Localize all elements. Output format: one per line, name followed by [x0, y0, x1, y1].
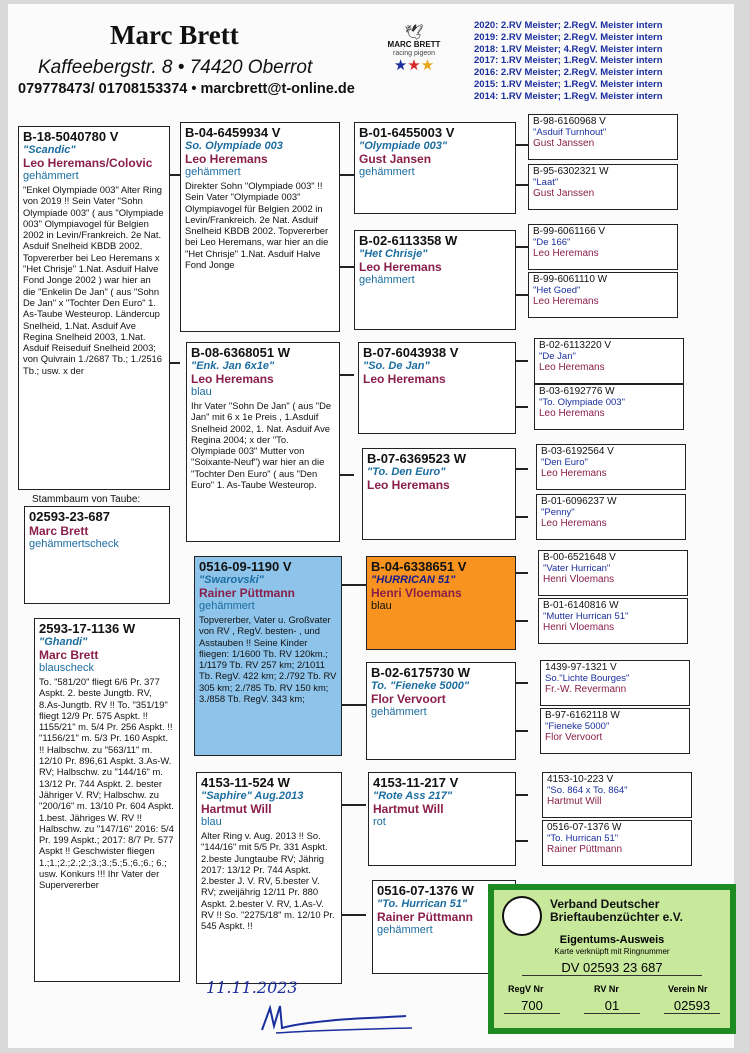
signature-icon: [256, 1000, 416, 1036]
pigeon-name: "Vater Hurrican": [543, 563, 611, 574]
feather-color: gehämmert: [377, 924, 433, 936]
ring-number: B-18-5040780 V: [23, 129, 119, 144]
breeder: Hartmut Will: [373, 802, 444, 816]
performance-notes: "Enkel Olympiade 003" Alter Ring von 2019 !! Sein Vater "Sohn Olympiade 003" ( aus "Olympiade 003" Olympiavogel für Belgien 2002 in Levin/Frankreich. 2e Nat. Asduif Snelheid KBDB 2002. Topvererber bei Leo Heremans x "Het Chrisje" 1.Nat. Asduif Halve Fond Jonge 2002 ) war hier an die "Enkelin De Jan" ( aus "Sohn De Jan" x "Tochter Den Euro" 1. As-Taube Westeurop. Ländercup Snelheid, 1.Nat. Asduif Ave Regina Snelheid 2003, 1.Nat. Asduif Reiseduif Snelheid 2003; von Quivrain 1./2687 Tb.; 1./2516 Tb.; usw. x der: [23, 184, 164, 376]
pigeon-name: So. Olympiade 003: [185, 140, 283, 152]
ring-number: B-03-6192564 V: [541, 446, 614, 457]
ring-number: B-04-6459934 V: [185, 125, 281, 140]
breeder: Leo Heremans: [185, 152, 268, 166]
rv-value: 01: [584, 998, 640, 1014]
title-line: 2014: 1.RV Meister; 1.RegV. Meister intern: [474, 90, 663, 102]
gen4-card[interactable]: [528, 224, 678, 270]
breeder: Leo Heremans: [359, 260, 442, 274]
breeder: Gust Jansen: [359, 152, 432, 166]
breeder: Henri Vloemans: [371, 586, 462, 600]
connector-line: [170, 174, 180, 176]
breeder: Gust Janssen: [533, 138, 595, 149]
connector-line: [342, 584, 366, 586]
feather-color: blauscheck: [39, 662, 95, 674]
ring-number: B-07-6043938 V: [363, 345, 459, 360]
star-icons: ★★★: [393, 57, 435, 74]
grandsire-paternal-card[interactable]: [180, 122, 340, 332]
pigeon-name: "Swarovski": [199, 574, 264, 586]
breeder: Leo Heremans: [541, 518, 607, 529]
ring-number: B-98-6160968 V: [533, 116, 606, 127]
pigeon-name: "So. De Jan": [363, 360, 430, 372]
card-title: Eigentums-Ausweis: [559, 934, 665, 946]
regv-label: RegV Nr: [508, 984, 544, 994]
ring-number: B-02-6113220 V: [539, 340, 612, 351]
performance-notes: To. "581/20" fliegt 6/6 Pr. 377 Aspkt. 2. beste Jungtb. RV, 8.As-Jungtb. RV !! To. "351/19" fliegt 12/9 Pr. 575 Aspkt. !! 1155/21" m. 5/4 Pr. 256 Aspkt. !! "1156/21" m. 5/3 Pr. 160 Aspkt. !! Halbschw. zu "563/11" m. 12/10 Pr. 896,61 Aspkt. 3.As-W. RV; Halbschw. zu "144/16" m. 13/12 Pr. 744 Aspkt. 2. bester Jähriger V. RV; Halbschw. zu "200/16" m. 13/10 Pr. 604 Aspkt. 1.best. Jähriges W. RV !! Halbschw. zu "147/16" 2016: 5/4 Pr. 199 Aspkt.; 2017: 8/7 Pr. 577 Aspkt !! Geschwister fliegen 1.;1.;2.;2.;2.;3.;3.;5.;5.;6.;6.; 6.; usw. Konkurs !!! Ihr Vater der Supervererber: [39, 676, 174, 891]
granddam-paternal-card[interactable]: [186, 342, 340, 542]
grandsire-maternal-card[interactable]: [194, 556, 342, 756]
feather-color: gehämmert: [371, 706, 427, 718]
connector-line: [340, 474, 354, 476]
breeder: Fr.-W. Revermann: [545, 684, 627, 695]
connector-line: [340, 374, 354, 376]
ring-number: B-99-6061166 V: [533, 226, 606, 237]
gen4-card[interactable]: [534, 384, 684, 430]
breeder: Leo Heremans: [533, 296, 599, 307]
ring-number: 1439-97-1321 V: [545, 662, 617, 673]
pigeon-name: To. "Fieneke 5000": [371, 680, 470, 692]
championship-list: [474, 20, 694, 103]
performance-notes: Direkter Sohn "Olympiade 003" !! Sein Vater "Olympiade 003" Olympiavogel für Belgien 2002 in Levin/Frankreich. 2e Nat. Asduif Snelheid KBDB 2002. Topvererber bei Leo Heremans, war hier an die "Het Chrisje" 1.Nat. Asduif Halve Fond Jonge: [185, 180, 329, 271]
connector-line: [516, 572, 528, 574]
connector-line: [516, 620, 528, 622]
ring-number: B-97-6162118 W: [545, 710, 620, 721]
gen4-card[interactable]: [536, 494, 686, 540]
ring-number: B-01-6096237 W: [541, 496, 617, 507]
gen4-card[interactable]: [538, 598, 688, 644]
ring-number: 4153-11-524 W: [201, 775, 290, 790]
loft-logo: [374, 26, 454, 74]
connector-line: [516, 682, 528, 684]
connector-line: [516, 730, 528, 732]
breeder: Leo Heremans: [363, 372, 446, 386]
ring-number: B-01-6140816 W: [543, 600, 619, 611]
feather-color: blau: [191, 386, 212, 398]
feather-color: gehämmert: [185, 166, 241, 178]
ring-number: B-03-6192776 W: [539, 386, 615, 397]
breeder: Henri Vloemans: [543, 574, 615, 585]
performance-notes: Alter Ring v. Aug. 2013 !! So. "144/16" mit 5/5 Pr. 331 Aspkt. 2.beste Jungtaube RV; Jährig 2017: 13/12 Pr. 744 Aspkt. 2.bester J. V. RV, 5.bester V. RV; zweijährig 12/11 Pr. 880 Aspkt. 2.bester V. RV, 1.As-V. RV !! So. "2275/18" m. 12/10 Pr. 545 Aspkt. !!: [201, 830, 335, 932]
breeder: Leo Heremans: [367, 478, 450, 492]
feather-color: gehämmert: [199, 600, 255, 612]
subject-card[interactable]: [24, 506, 170, 604]
pigeon-name: "Scandic": [23, 144, 76, 156]
pigeon-name: "To. Den Euro": [367, 466, 446, 478]
sire-card[interactable]: [18, 126, 170, 490]
gen4-card[interactable]: [540, 708, 690, 754]
gen4-card[interactable]: [542, 820, 692, 866]
connector-line: [516, 246, 528, 248]
connector-line: [516, 294, 528, 296]
pigeon-name: "Penny": [541, 507, 575, 518]
breeder-contact: 079778473/ 01708153374 • marcbrett@t-online.de: [18, 81, 355, 97]
pigeon-name: "Het Goed": [533, 285, 581, 296]
ring-number: B-04-6338651 V: [371, 559, 467, 574]
association-emblem-icon: [502, 896, 542, 936]
title-line: 2017: 1.RV Meister; 1.RegV. Meister intern: [474, 55, 663, 67]
breeder: Leo Heremans: [533, 248, 599, 259]
connector-line: [342, 804, 366, 806]
pigeon-name: So."Lichte Bourges": [545, 673, 630, 684]
breeder: Gust Janssen: [533, 188, 595, 199]
connector-line: [516, 516, 528, 518]
pigeon-name: "Laat": [533, 177, 559, 188]
logo-subtitle: racing pigeon: [392, 50, 436, 57]
association-name: Verband Deutscher Brieftaubenzüchter e.V.: [550, 897, 683, 924]
pigeon-name: "De Jan": [539, 351, 576, 362]
breeder: Leo Heremans/Colovic: [23, 156, 153, 170]
gen3-card[interactable]: [362, 448, 516, 540]
feather-color: gehämmert: [359, 274, 415, 286]
ring-number: 2593-17-1136 W: [39, 621, 136, 636]
breeder-address: Kaffeebergstr. 8 • 74420 Oberrot: [38, 57, 313, 78]
connector-line: [516, 406, 528, 408]
card-subtitle: Karte verknüpft mit Ringnummer: [554, 947, 670, 956]
gen4-card[interactable]: [540, 660, 690, 706]
connector-line: [342, 914, 366, 916]
gen3-card[interactable]: [368, 772, 516, 866]
ring-number: 4153-11-217 V: [373, 775, 459, 790]
pigeon-name: "HURRICAN 51": [371, 574, 456, 586]
connector-line: [170, 362, 180, 364]
gen4-card[interactable]: [528, 272, 678, 318]
gen4-card[interactable]: [538, 550, 688, 596]
feather-color: rot: [373, 816, 386, 828]
ownership-card: [488, 884, 736, 1034]
title-line: 2016: 2.RV Meister; 2.RegV. Meister intern: [474, 67, 663, 79]
performance-notes: Topvererber, Vater u. Großvater von RV , RegV. besten- , und Asstauben !! Seine Kinder fliegen: 1/1600 Tb. RV 120km.; 1/1179 Tb. RV 257 km; 2/1011 Tb. RegV. 422 km; 2./792 Tb. RV 305 km; 2./785 Tb. RV 150 km; 3./858 Tb. RegV. 343 km;: [199, 614, 337, 705]
breeder: Hartmut Will: [201, 802, 272, 816]
connector-line: [516, 468, 528, 470]
feather-color: blau: [371, 600, 392, 612]
connector-line: [516, 144, 528, 146]
pigeon-name: "Saphire" Aug.2013: [201, 790, 304, 802]
ring-number: B-07-6369523 W: [367, 451, 466, 466]
gen3-card[interactable]: [358, 342, 516, 434]
connector-line: [340, 266, 354, 268]
feather-color: gehämmert: [23, 170, 79, 182]
connector-line: [342, 704, 366, 706]
pigeon-name: "Het Chrisje": [359, 248, 428, 260]
feather-color: gehämmert: [359, 166, 415, 178]
title-line: 2018: 1.RV Meister; 4.RegV. Meister intern: [474, 43, 663, 55]
ring-number: B-00-6521648 V: [543, 552, 616, 563]
rv-label: RV Nr: [594, 984, 619, 994]
pigeon-name: "Mutter Hurrican 51": [543, 611, 629, 622]
pedigree-label: Stammbaum von Taube:: [32, 494, 141, 505]
ring-number: B-01-6455003 V: [359, 125, 455, 140]
gen4-card[interactable]: [528, 114, 678, 160]
ring-number: 02593-23-687: [29, 509, 110, 524]
breeder: Rainer Püttmann: [199, 586, 296, 600]
pigeon-name: "So. 864 x To. 864": [547, 785, 628, 796]
pigeon-name: "To. Olympiade 003": [539, 397, 625, 408]
breeder: Rainer Püttmann: [377, 910, 474, 924]
pigeon-name: "Fieneke 5000": [545, 721, 610, 732]
breeder-name: Marc Brett: [110, 20, 239, 50]
gen3-card[interactable]: [354, 122, 516, 214]
performance-notes: Ihr Vater "Sohn De Jan" ( aus "De Jan" mit 6 x 1e Preis , 1.Asduif Snelheid 2002, 1. Nat. Asduif Ave Regina 2004; x der "To. Olympiade 003" Mutter von "Soixante-Neuf") war hier an die "Tochter Den Euro" ( aus "Den Euro" 1. As-Taube Westeurop.: [191, 400, 332, 491]
gen4-card[interactable]: [528, 164, 678, 210]
verein-label: Verein Nr: [668, 984, 708, 994]
title-line: 2020: 2.RV Meister; 2.RegV. Meister intern: [474, 20, 663, 31]
dam-card[interactable]: [34, 618, 180, 982]
connector-line: [340, 174, 354, 176]
ring-number: B-95-6302321 W: [533, 166, 609, 177]
pigeon-name: "To. Hurrican 51": [377, 898, 468, 910]
breeder: Flor Vervoort: [545, 732, 603, 743]
connector-line: [516, 360, 528, 362]
pigeon-name: "Asduif Turnhout": [533, 127, 607, 138]
gen3-card[interactable]: [354, 230, 516, 330]
breeder: Leo Heremans: [539, 362, 605, 373]
pigeon-name: "Den Euro": [541, 457, 588, 468]
granddam-maternal-card[interactable]: [196, 772, 342, 984]
pigeon-name: "De 166": [533, 237, 571, 248]
ring-number: B-02-6175730 W: [371, 665, 470, 680]
breeder: Marc Brett: [29, 524, 89, 538]
pigeon-name: "Ghandi": [39, 636, 88, 648]
pigeon-name: "To. Hurrican 51": [547, 833, 619, 844]
breeder: Leo Heremans: [541, 468, 607, 479]
connector-line: [516, 840, 528, 842]
breeder: Leo Heremans: [539, 408, 605, 419]
verein-value: 02593: [664, 998, 720, 1014]
ring-number: B-99-6061110 W: [533, 274, 608, 285]
logo-name: MARC BRETT: [387, 40, 441, 49]
signature-date: 11.11.2023: [206, 978, 298, 997]
gen4-card[interactable]: [536, 444, 686, 490]
ring-number: 4153-10-223 V: [547, 774, 614, 785]
ring-number: 0516-09-1190 V: [199, 559, 292, 574]
breeder: Leo Heremans: [191, 372, 274, 386]
ring-number: B-02-6113358 W: [359, 233, 458, 248]
feather-color: gehämmertscheck: [29, 538, 119, 550]
pigeon-name: "Enk. Jan 6x1e": [191, 360, 275, 372]
gen4-card[interactable]: [542, 772, 692, 818]
pigeon-name: "Rote Ass 217": [373, 790, 453, 802]
breeder: Rainer Püttmann: [547, 844, 623, 855]
breeder: Flor Vervoort: [371, 692, 446, 706]
gen3-card[interactable]: [366, 556, 516, 650]
title-line: 2015: 1.RV Meister; 1.RegV. Meister intern: [474, 78, 663, 90]
gen3-card[interactable]: [366, 662, 516, 760]
pigeon-name: "Olympiade 003": [359, 140, 448, 152]
ring-number: 0516-07-1376 W: [547, 822, 622, 833]
breeder: Henri Vloemans: [543, 622, 615, 633]
gen4-card[interactable]: [534, 338, 684, 384]
title-line: 2019: 2.RV Meister; 2.RegV. Meister intern: [474, 31, 663, 43]
breeder: Marc Brett: [39, 648, 99, 662]
ring-number: B-08-6368051 W: [191, 345, 290, 360]
regv-value: 700: [504, 998, 560, 1014]
pigeon-icon: 🕊: [404, 24, 424, 41]
connector-line: [516, 794, 528, 796]
card-ring-number: DV 02593 23 687: [522, 960, 702, 976]
feather-color: blau: [201, 816, 222, 828]
connector-line: [516, 184, 528, 186]
ring-number: 0516-07-1376 W: [377, 883, 474, 898]
breeder: Hartmut Will: [547, 796, 602, 807]
